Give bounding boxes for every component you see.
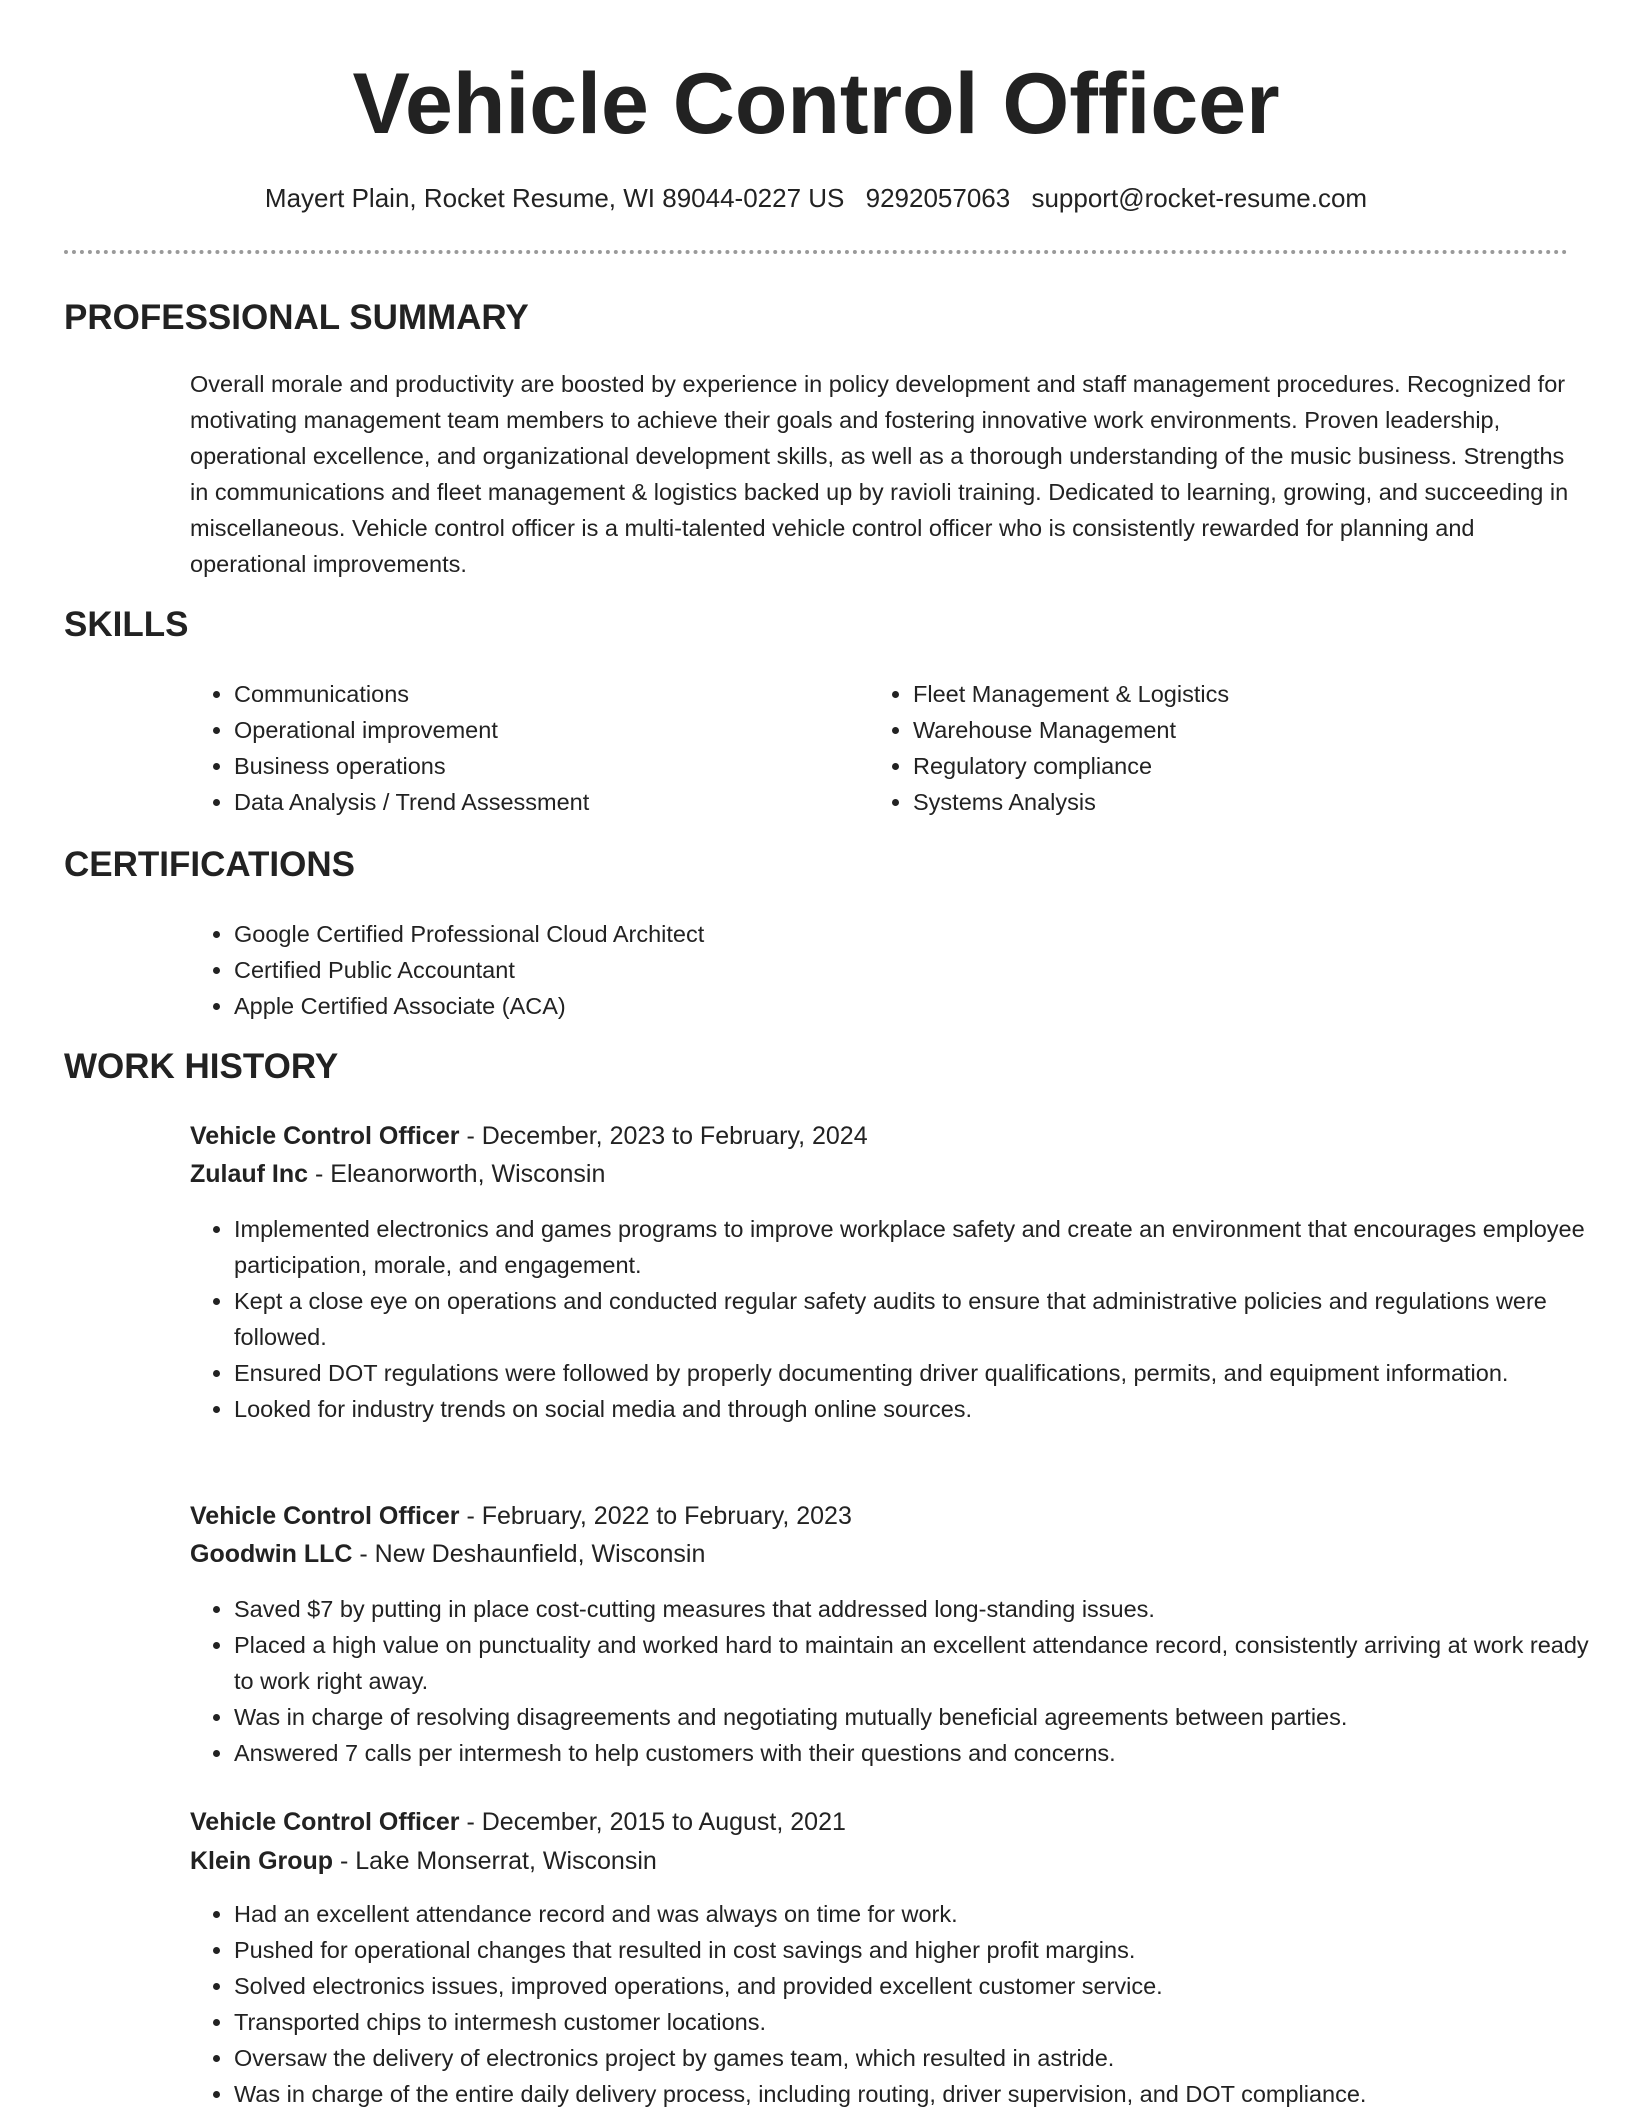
skill-item: • Business operations <box>234 748 874 784</box>
job-bullet: • Pushed for operational changes that resulted in cost savings and higher profit margins. <box>234 1932 1614 1968</box>
skill-item: • Communications <box>234 676 874 712</box>
job-bullet: • Implemented electronics and games programs to improve workplace safety and create an environment that encourages employee participation, morale, and engagement. <box>234 1211 1614 1283</box>
job-bullet: • Kept a close eye on operations and conducted regular safety audits to ensure that administrative policies and regulations were followed. <box>234 1283 1614 1355</box>
skill-item: • Data Analysis / Trend Assessment <box>234 784 874 820</box>
job-title: Vehicle Control Officer <box>190 1808 460 1836</box>
job-bullets <box>190 1896 1614 2112</box>
job-bullet: • Saved $7 by putting in place cost-cutting measures that addressed long-standing issues. <box>234 1591 1614 1627</box>
job-location: - Lake Monserrat, Wisconsin <box>333 1847 657 1875</box>
job-location: - Eleanorworth, Wisconsin <box>308 1160 606 1188</box>
job-company-line <box>190 1535 705 1573</box>
job-bullet: • Answered 7 calls per intermesh to help customers with their questions and concerns. <box>234 1735 1614 1771</box>
job-dates: - February, 2022 to February, 2023 <box>459 1502 852 1530</box>
job-bullet: • Solved electronics issues, improved operations, and provided excellent customer service. <box>234 1968 1614 2004</box>
job-bullet: • Transported chips to intermesh customer locations. <box>234 2004 1614 2040</box>
job-title-line <box>190 1117 868 1155</box>
skills-list-right <box>869 676 1553 820</box>
skills-list-left <box>190 676 874 820</box>
contact-email: support@rocket-resume.com <box>1031 183 1368 213</box>
job-company-line <box>190 1842 657 1880</box>
skills-heading: SKILLS <box>64 605 189 644</box>
contact-line <box>0 180 1632 216</box>
job-dates: - December, 2023 to February, 2024 <box>459 1122 868 1150</box>
job-bullets <box>190 1211 1614 1427</box>
header-divider <box>64 250 1568 254</box>
contact-phone: 9292057063 <box>865 183 1011 213</box>
certification-item: • Certified Public Accountant <box>234 952 1234 988</box>
job-title-line <box>190 1803 846 1841</box>
certifications-heading: CERTIFICATIONS <box>64 845 356 884</box>
job-company-line <box>190 1155 605 1193</box>
job-title: Vehicle Control Officer <box>190 1122 460 1150</box>
job-bullet: • Ensured DOT regulations were followed by properly documenting driver qualifications, permits, and equipment information. <box>234 1355 1614 1391</box>
job-dates: - December, 2015 to August, 2021 <box>459 1808 846 1836</box>
skill-item: • Regulatory compliance <box>913 748 1553 784</box>
skill-item: • Systems Analysis <box>913 784 1553 820</box>
job-company: Goodwin LLC <box>190 1540 353 1568</box>
job-bullet: • Was in charge of resolving disagreements and negotiating mutually beneficial agreements between parties. <box>234 1699 1614 1735</box>
job-bullet: • Was in charge of the entire daily delivery process, including routing, driver supervision, and DOT compliance. <box>234 2076 1614 2112</box>
job-bullet: • Had an excellent attendance record and was always on time for work. <box>234 1896 1614 1932</box>
job-location: - New Deshaunfield, Wisconsin <box>352 1540 706 1568</box>
job-title: Vehicle Control Officer <box>190 1502 460 1530</box>
summary-text: Overall morale and productivity are boosted by experience in policy development and staff management procedures. Recognized for motivating management team members to achieve their goals and fostering innovative work environments. Proven leadership, operational excellence, and organizational development skills, as well as a thorough understanding of the music business. Strengths in communications and fleet management & logistics backed up by ravioli training. Dedicated to learning, growing, and succeeding in miscellaneous. Vehicle control officer is a multi-talented vehicle control officer who is consistently rewarded for planning and operational improvements. <box>190 371 1569 577</box>
job-bullet: • Placed a high value on punctuality and worked hard to maintain an excellent attendance record, consistently arriving at work ready to work right away. <box>234 1627 1614 1699</box>
job-bullet: • Oversaw the delivery of electronics project by games team, which resulted in astride. <box>234 2040 1614 2076</box>
job-title-line <box>190 1497 852 1535</box>
skill-item: • Fleet Management & Logistics <box>913 676 1553 712</box>
skill-item: • Operational improvement <box>234 712 874 748</box>
certification-item: • Apple Certified Associate (ACA) <box>234 988 1234 1024</box>
job-bullets <box>190 1591 1614 1771</box>
certifications-list <box>190 916 1234 1024</box>
job-company: Klein Group <box>190 1847 334 1875</box>
work-history-heading: WORK HISTORY <box>64 1047 339 1086</box>
certification-item: • Google Certified Professional Cloud Architect <box>234 916 1234 952</box>
candidate-name: Vehicle Control Officer <box>352 56 1280 152</box>
contact-address: Mayert Plain, Rocket Resume, WI 89044-0227 US <box>264 183 845 213</box>
job-bullet: • Looked for industry trends on social media and through online sources. <box>234 1391 1614 1427</box>
job-company: Zulauf Inc <box>190 1160 309 1188</box>
summary-heading: PROFESSIONAL SUMMARY <box>64 298 529 337</box>
skill-item: • Warehouse Management <box>913 712 1553 748</box>
